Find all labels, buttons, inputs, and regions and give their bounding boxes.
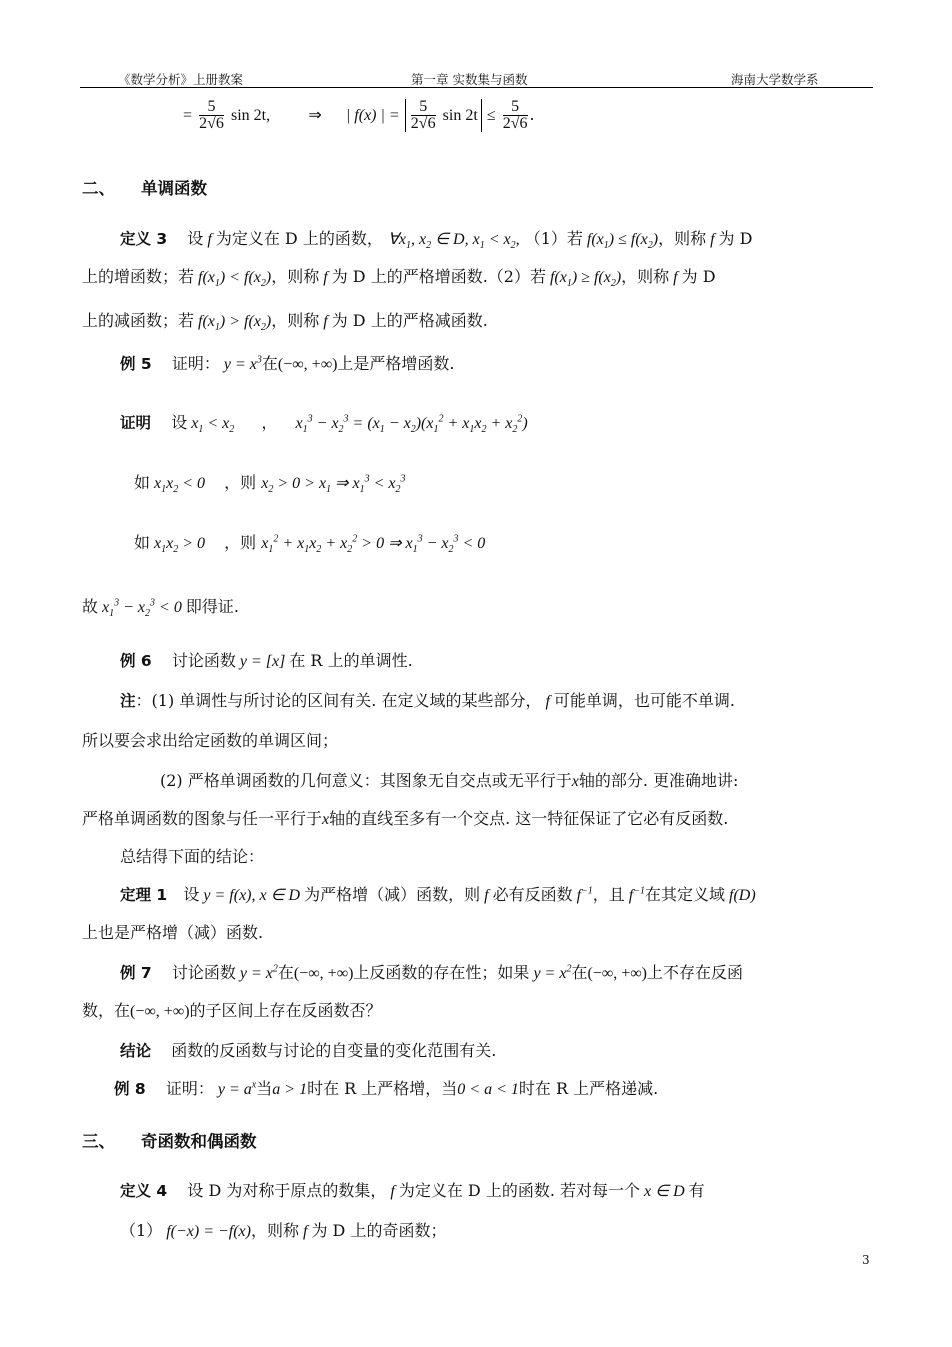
example7-line2: 数，在(−∞, +∞)的子区间上存在反函数否？ (82, 1001, 382, 1020)
proof-line1: 证明 设 $x_1 < x_2$ ， $x_1^3 - x_2^3 = (x_1 - x_2)(x_1^2 + x_1x_2 + x_2^2)$ (120, 413, 528, 436)
header-center: 第一章 实数集与函数 (411, 72, 528, 87)
def3-line1: 定义 3 设 f 为定义在 D 上的函数， $\forall x_1$, $x_2$ ∈ D, $x_1 < x_2$, （1）若 $f(x_1) \le f(x_2)$，则称 f 为 D (120, 229, 753, 252)
def3-line3: 上的减函数；若 $f(x_1) > f(x_2)$，则称 f 为 D 上的严格减函数. (82, 311, 488, 334)
def3-line2: 上的增函数；若 $f(x_1) < f(x_2)$，则称 f 为 D 上的严格增函数.（2）若 $f(x_1) \ge f(x_2)$，则称 f 为 D (82, 267, 716, 290)
section2-number: 二、 (82, 179, 115, 198)
example6: 例 6 讨论函数 y = [x] 在 R 上的单调性. (120, 651, 413, 670)
note-line5: 总结得下面的结论： (120, 847, 265, 866)
example5: 例 5 证明： $y = x^3$在(−∞, +∞)上是严格增函数. (120, 354, 455, 373)
note-line1: 注：(1) 单调性与所讨论的区间有关. 在定义域的某些部分， f 可能单调，也可能不单调. (120, 691, 735, 710)
top-formula: = $\frac{5}{2√6}$ sin 2t, ⇒ | f(x) | = $\frac{5}{2√6}$ sin 2t ≤ $\frac{5}{2√6}$ . (183, 98, 535, 132)
note-line2: 所以要会求出给定函数的单调区间； (82, 731, 339, 750)
proof-case2: 如 $x_1x_2 > 0$ ，则 $x_1^2 + x_1x_2 + x_2^2 > 0$ ⇒ $x_1^3 - x_2^3 < 0$ (134, 533, 486, 556)
note-line4: 严格单调函数的图象与任一平行于x轴的直线至多有一个交点. 这一特征保证了它必有反函数. (82, 809, 729, 828)
section3-number: 三、 (82, 1132, 115, 1151)
note-line3: (2) 严格单调函数的几何意义：其图象无自交点或无平行于x轴的部分. 更准确地讲: (160, 771, 739, 790)
example7-line1: 例 7 讨论函数 $y = x^2$在(−∞, +∞)上反函数的存在性；如果 $y = x^2$在(−∞, +∞)上不存在反函 (120, 963, 743, 982)
section3-title: 奇函数和偶函数 (141, 1132, 257, 1151)
proof-conclusion: 故 $x_1^3 - x_2^3 < 0$ 即得证. (82, 597, 239, 620)
def3-label: 定义 3 (120, 230, 168, 248)
theorem1-line2: 上也是严格增（减）函数. (82, 923, 264, 942)
theorem1-line1: 定理 1 设 y = f(x), x ∈ D 为严格增（减）函数，则 f 必有反函数 $f^{-1}$，且 $f^{-1}$在其定义域 f(D) (120, 885, 756, 904)
def4-item1: （1） f(−x) = −f(x)，则称 f 为 D 上的奇函数； (120, 1221, 447, 1240)
header-right: 海南大学数学系 (731, 72, 819, 87)
conclusion: 结论 函数的反函数与讨论的自变量的变化范围有关. (120, 1041, 497, 1060)
page-number: 3 (862, 1253, 870, 1267)
proof-case1: 如 $x_1x_2 < 0$ ，则 $x_2 > 0 > x_1$ ⇒ $x_1^3 < x_2^3$ (134, 473, 406, 496)
header-left: 《数学分析》上册教案 (118, 72, 244, 87)
header-rule (80, 87, 873, 88)
section2-title: 单调函数 (141, 179, 207, 198)
example8: 例 8 证明： $y = a^x$当a > 1时在 R 上严格增，当0 < a < 1时在 R 上严格递减. (114, 1079, 659, 1098)
def4-line1: 定义 4 设 D 为对称于原点的数集， f 为定义在 D 上的函数. 若对每一个 x ∈ D 有 (120, 1181, 705, 1200)
